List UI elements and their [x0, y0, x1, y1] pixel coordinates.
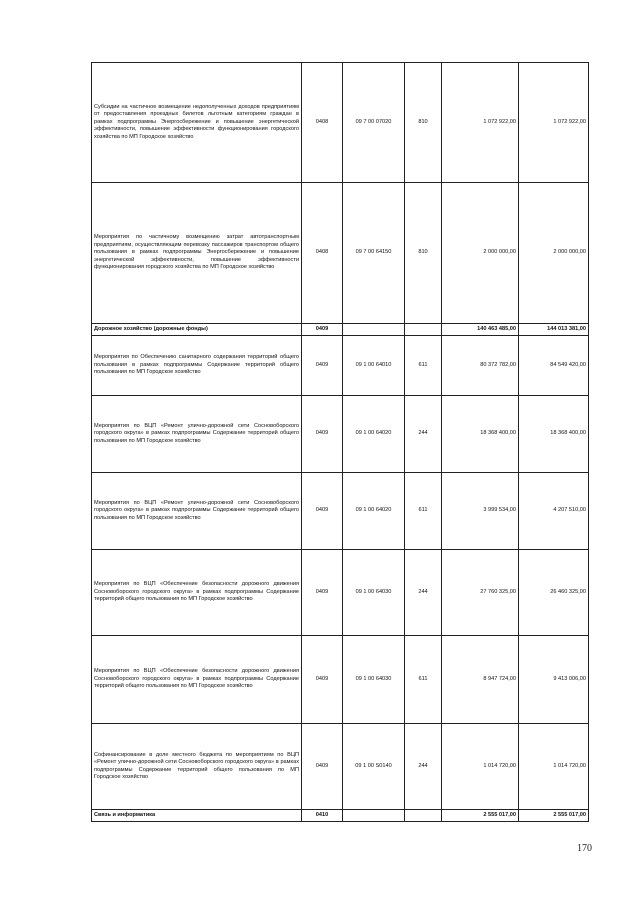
row-vr — [405, 810, 442, 822]
row-section: 0409 — [302, 550, 343, 636]
row-name: Субсидии на частичное возмещение недополученных доходов предприятиям от предоставления проездных билетов льготным категориям граждан в рамках подпрограммы Энергосбережение и повышение энергетической эффективности, повышение эффективности функционирования городского хозяйства по МП Городское хозяйство — [92, 63, 302, 183]
table-row — [92, 550, 589, 636]
row-name: Дорожное хозяйство (дорожные фонды) — [92, 324, 302, 336]
table-row — [92, 810, 589, 822]
row-csr: 09 7 00 64150 — [343, 183, 405, 324]
row-sum-2: 1 072 922,00 — [519, 63, 589, 183]
row-sum-1: 80 372 782,00 — [442, 336, 519, 396]
row-sum-1: 8 947 724,00 — [442, 636, 519, 724]
row-csr: 09 1 00 S0140 — [343, 724, 405, 810]
row-name: Мероприятия по ВЦП «Ремонт улично-дорожной сети Сосновоборского городского округа» в рамках подпрограммы Содержание территорий общего пользования по МП Городское хозяйство — [92, 473, 302, 550]
row-name: Мероприятия по Обеспечению санитарного содержания территорий общего пользования в рамках подпрограммы Содержание территорий общего пользования по МП Городское хозяйство — [92, 336, 302, 396]
row-csr: 09 7 00 07020 — [343, 63, 405, 183]
row-sum-2: 2 000 000,00 — [519, 183, 589, 324]
row-sum-1: 2 000 000,00 — [442, 183, 519, 324]
row-section: 0408 — [302, 63, 343, 183]
row-csr: 09 1 00 64020 — [343, 473, 405, 550]
table-row — [92, 724, 589, 810]
row-vr: 810 — [405, 63, 442, 183]
row-vr: 611 — [405, 636, 442, 724]
row-vr: 244 — [405, 550, 442, 636]
row-name: Мероприятия по частичному возмещению затрат автотранспортным предприятиям, осуществляющим перевозку пассажиров транспортом общего пользования в рамках подпрограммы Энергосбережение и повышение энергетической эффективности, повышение эффективности функционирования городского хозяйства по МП Городское хозяйство — [92, 183, 302, 324]
row-sum-1: 1 014 720,00 — [442, 724, 519, 810]
row-vr: 810 — [405, 183, 442, 324]
row-name: Мероприятия по ВЦП «Ремонт улично-дорожной сети Сосновоборского городского округа» в рамках подпрограммы Содержание территорий общего пользования по МП Городское хозяйство — [92, 396, 302, 473]
row-sum-1: 140 463 485,00 — [442, 324, 519, 336]
row-vr — [405, 324, 442, 336]
row-sum-1: 3 999 534,00 — [442, 473, 519, 550]
row-csr: 09 1 00 64030 — [343, 636, 405, 724]
row-sum-2: 18 368 400,00 — [519, 396, 589, 473]
row-section: 0409 — [302, 636, 343, 724]
row-sum-2: 144 013 381,00 — [519, 324, 589, 336]
row-csr — [343, 810, 405, 822]
row-sum-2: 2 555 017,00 — [519, 810, 589, 822]
row-csr: 09 1 00 64030 — [343, 550, 405, 636]
table-row — [92, 636, 589, 724]
row-sum-1: 27 760 325,00 — [442, 550, 519, 636]
row-vr: 611 — [405, 473, 442, 550]
table-row — [92, 396, 589, 473]
row-section: 0409 — [302, 336, 343, 396]
row-csr — [343, 324, 405, 336]
row-name: Мероприятия по ВЦП «Обеспечение безопасности дорожного движения Сосновоборского городского округа» в рамках подпрограммы Содержание территорий общего пользования по МП Городское хозяйство — [92, 550, 302, 636]
row-sum-1: 1 072 922,00 — [442, 63, 519, 183]
row-sum-2: 26 460 325,00 — [519, 550, 589, 636]
table-row — [92, 473, 589, 550]
table-row — [92, 63, 589, 183]
row-section: 0409 — [302, 473, 343, 550]
row-sum-2: 1 014 720,00 — [519, 724, 589, 810]
row-name: Мероприятия по ВЦП «Обеспечение безопасности дорожного движения Сосновоборского городского округа» в рамках подпрограммы Содержание территорий общего пользования по МП Городское хозяйство — [92, 636, 302, 724]
row-vr: 244 — [405, 724, 442, 810]
row-sum-2: 9 413 006,00 — [519, 636, 589, 724]
row-sum-1: 2 555 017,00 — [442, 810, 519, 822]
row-sum-1: 18 368 400,00 — [442, 396, 519, 473]
row-name: Связь и информатика — [92, 810, 302, 822]
row-section: 0409 — [302, 324, 343, 336]
row-vr: 244 — [405, 396, 442, 473]
row-csr: 09 1 00 64010 — [343, 336, 405, 396]
row-section: 0409 — [302, 396, 343, 473]
table-row — [92, 336, 589, 396]
row-sum-2: 4 207 510,00 — [519, 473, 589, 550]
row-section: 0408 — [302, 183, 343, 324]
row-section: 0410 — [302, 810, 343, 822]
page-number: 170 — [577, 843, 592, 854]
row-sum-2: 84 549 420,00 — [519, 336, 589, 396]
table-row — [92, 183, 589, 324]
row-csr: 09 1 00 64020 — [343, 396, 405, 473]
table-row — [92, 324, 589, 336]
row-name: Софинансирование в доле местного бюджета по мероприятиям по ВЦП «Ремонт улично-дорожной сети Сосновоборского городского округа» в рамках подпрограммы Содержание территорий общего пользования по МП Городское хозяйство — [92, 724, 302, 810]
budget-table — [91, 62, 589, 822]
row-vr: 611 — [405, 336, 442, 396]
row-section: 0409 — [302, 724, 343, 810]
